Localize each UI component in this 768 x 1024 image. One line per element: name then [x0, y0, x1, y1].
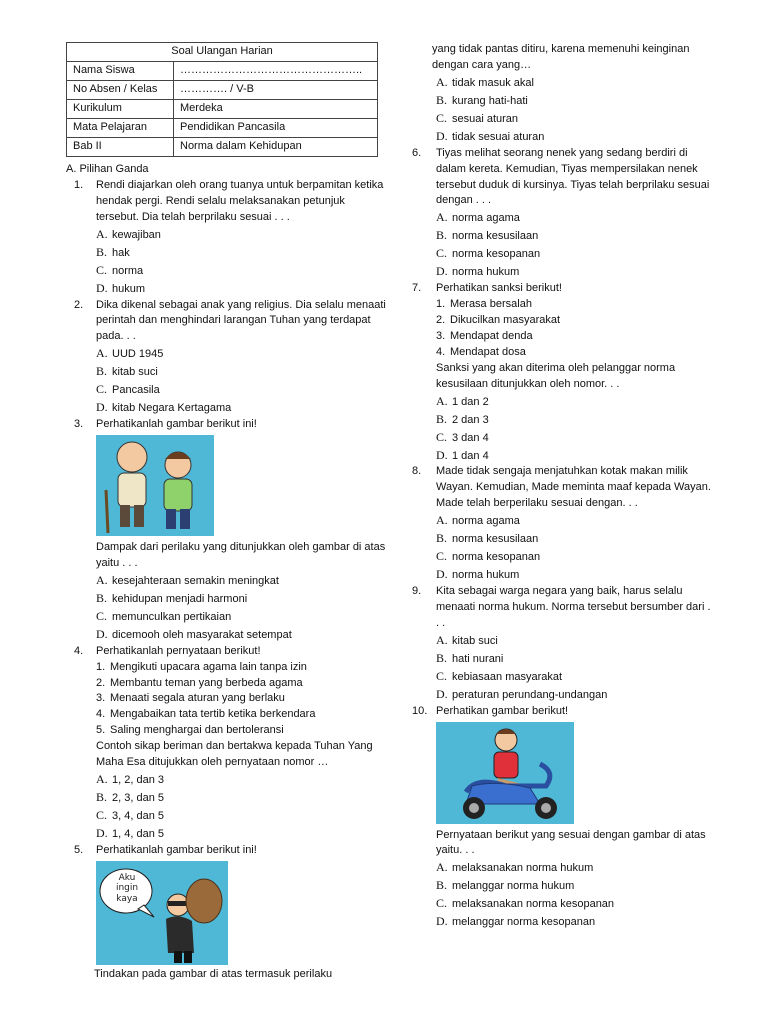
question-number: 1.: [74, 178, 84, 191]
option[interactable]: C. melaksanakan norma kesopanan: [436, 896, 615, 911]
option[interactable]: C. sesuai aturan: [436, 110, 519, 125]
option[interactable]: D. norma hukum: [436, 567, 520, 582]
question-number: 5.: [74, 843, 84, 856]
statement: 5. Saling menghargai dan bertoleransi: [96, 724, 284, 737]
statement: 3. Menaati segala aturan yang berlaku: [96, 692, 285, 705]
header-title: Soal Ulangan Harian: [67, 43, 378, 62]
question-1: [66, 178, 386, 298]
question-number: 2.: [74, 298, 84, 311]
header-value: …………………………………………..: [174, 61, 378, 80]
question-number: 9.: [412, 585, 422, 597]
header-row: [67, 118, 378, 137]
section-heading: A. Pilihan Ganda: [66, 163, 149, 175]
question-followup: Tindakan pada gambar di atas termasuk perilaku: [94, 967, 333, 980]
statement: 3. Mendapat denda: [436, 329, 533, 342]
question-followup: Sanksi yang akan diterima oleh pelanggar norma kesusilaan ditunjukkan oleh nomor. . .: [436, 361, 676, 390]
statement: 1. Merasa bersalah: [436, 298, 532, 311]
option[interactable]: D. norma hukum: [436, 264, 520, 279]
question-4: [66, 644, 386, 843]
speech-text: kaya: [116, 893, 138, 904]
option[interactable]: D. kitab Negara Kertagama: [96, 400, 232, 415]
option[interactable]: D. dicemooh oleh masyarakat setempat: [96, 626, 292, 641]
option[interactable]: B. kurang hati-hati: [436, 92, 528, 107]
option[interactable]: B. norma kesusilaan: [436, 531, 539, 546]
header-row: [67, 99, 378, 118]
statement: 4. Mengabaikan tata tertib ketika berkendara: [96, 708, 316, 721]
option[interactable]: C. Pancasila: [96, 382, 160, 397]
question-number: 10.: [412, 704, 428, 717]
question-followup: Dampak dari perilaku yang ditunjukkan oleh gambar di atas yaitu . . .: [96, 541, 386, 569]
option[interactable]: D. hukum: [96, 280, 146, 295]
header-row: [67, 80, 378, 99]
question-text: 6. Tiyas melihat seorang nenek yang sedang berdiri di dalam kereta. Kemudian, Tiyas mempersilakan nenek tersebut duduk di kursinya. Tiyas telah berprilaku sesuai dengan . . .: [412, 146, 710, 207]
question-followup: Contoh sikap beriman dan bertakwa kepada Tuhan Yang Maha Esa ditujukkan oleh pernyataan nomor …: [96, 740, 373, 769]
scooter-rider-illustration: [436, 722, 574, 824]
elderly-friends-illustration: [96, 435, 214, 536]
question-text: 3. Perhatikanlah gambar berikut ini!: [66, 417, 386, 433]
question-5-continued: [412, 42, 712, 146]
question-3: [66, 417, 386, 644]
question-6: [412, 146, 712, 282]
question-text: 10. Perhatikan gambar berikut!: [412, 704, 712, 720]
option[interactable]: C. memunculkan pertikaian: [96, 608, 232, 623]
option[interactable]: D. peraturan perundang-undangan: [436, 686, 608, 701]
question-5: [66, 843, 386, 983]
option[interactable]: A. kesejahteraan semakin meningkat: [96, 572, 279, 587]
question-text: 9. Kita sebagai warga negara yang baik, harus selalu menaati norma hukum. Norma tersebut bersumber dari . . .: [412, 585, 711, 629]
question-number: 6.: [412, 146, 422, 159]
header-table: [66, 42, 378, 157]
question-2: [66, 298, 386, 418]
question-text: 2. Dika dikenal sebagai anak yang religius. Dia selalu menaati perintah dan menghindari larangan Tuhan yang terdapat pada. . .: [74, 298, 386, 343]
option[interactable]: C. kebiasaan masyarakat: [436, 668, 563, 683]
question-followup: Pernyataan berikut yang sesuai dengan gambar di atas yaitu. . .: [436, 828, 706, 857]
option[interactable]: C. norma: [96, 262, 144, 277]
header-row: [67, 61, 378, 80]
option[interactable]: A. norma agama: [436, 513, 520, 528]
header-value: Pendidikan Pancasila: [174, 118, 378, 137]
question-number: 7.: [412, 282, 422, 295]
option[interactable]: C. 3, 4, dan 5: [96, 808, 164, 822]
option[interactable]: A. 1, 2, dan 3: [96, 772, 164, 787]
option[interactable]: C. norma kesopanan: [436, 549, 541, 564]
statement: 4. Mendapat dosa: [436, 345, 526, 358]
statement: 1. Mengikuti upacara agama lain tanpa izin: [96, 660, 307, 673]
speech-text: Aku: [118, 872, 136, 883]
option[interactable]: A. UUD 1945: [96, 346, 164, 361]
option[interactable]: B. 2 dan 3: [436, 411, 489, 426]
option[interactable]: B. 2, 3, dan 5: [96, 790, 164, 805]
question-text: 4. Perhatikanlah pernyataan berikut!: [66, 644, 386, 660]
option[interactable]: B. hak: [96, 244, 130, 259]
question-followup: yang tidak pantas ditiru, karena memenuhi keinginan dengan cara yang…: [432, 43, 690, 71]
header-value: Norma dalam Kehidupan: [174, 137, 378, 156]
header-label: No Absen / Kelas: [67, 80, 174, 99]
header-row: [67, 137, 378, 156]
header-label: Kurikulum: [67, 99, 174, 118]
option[interactable]: D. tidak sesuai aturan: [436, 128, 545, 143]
header-label: Nama Siswa: [67, 61, 174, 80]
header-value: …………. / V-B: [174, 80, 378, 99]
question-number: 3.: [74, 418, 84, 431]
statement: 2. Membantu teman yang berbeda agama: [96, 676, 303, 689]
question-7: [412, 281, 712, 464]
option[interactable]: D. 1 dan 4: [436, 447, 489, 462]
option[interactable]: B. kehidupan menjadi harmoni: [96, 590, 248, 605]
option[interactable]: B. norma kesusilaan: [436, 228, 539, 243]
question-text: 7. Perhatikan sanksi berikut!: [412, 281, 712, 297]
question-number: 8.: [412, 465, 422, 478]
option[interactable]: C. 3 dan 4: [436, 429, 489, 444]
option[interactable]: D. 1, 4, dan 5: [96, 825, 164, 840]
question-9: [412, 584, 712, 704]
option[interactable]: A. kewajiban: [96, 226, 161, 241]
question-text: 8. Made tidak sengaja menjatuhkan kotak makan milik Wayan. Kemudian, Made meminta maaf kepada Wayan. Made telah berperilaku sesuai dengan. . .: [412, 465, 711, 510]
option[interactable]: B. hati nurani: [436, 650, 504, 665]
option[interactable]: A. melaksanakan norma hukum: [436, 860, 594, 875]
header-label: Bab II: [67, 137, 174, 156]
question-text: 1. Rendi diajarkan oleh orang tuanya untuk berpamitan ketika hendak pergi. Rendi selalu melaksanakan petunjuk tersebut. Dia telah berprilaku sesuai . . .: [74, 178, 384, 223]
option[interactable]: A. kitab suci: [436, 632, 498, 647]
question-text: 5. Perhatikanlah gambar berikut ini!: [66, 843, 386, 859]
right-column: [412, 42, 712, 931]
speech-text: ingin: [115, 883, 139, 894]
header-label: Mata Pelajaran: [67, 118, 174, 137]
option[interactable]: A. tidak masuk akal: [436, 74, 534, 89]
statement: 2. Dikucilkan masyarakat: [436, 314, 561, 326]
thief-illustration: [96, 861, 228, 965]
option[interactable]: D. melanggar norma kesopanan: [436, 914, 596, 929]
option[interactable]: A. norma agama: [436, 210, 520, 225]
question-number: 4.: [74, 644, 84, 657]
option[interactable]: C. norma kesopanan: [436, 246, 541, 261]
question-8: [412, 464, 712, 584]
left-column: [66, 162, 386, 983]
option[interactable]: A. 1 dan 2: [436, 393, 489, 408]
option[interactable]: B. kitab suci: [96, 364, 158, 379]
header-value: Merdeka: [174, 99, 378, 118]
question-10: [412, 704, 712, 932]
option[interactable]: B. melanggar norma hukum: [436, 878, 575, 893]
